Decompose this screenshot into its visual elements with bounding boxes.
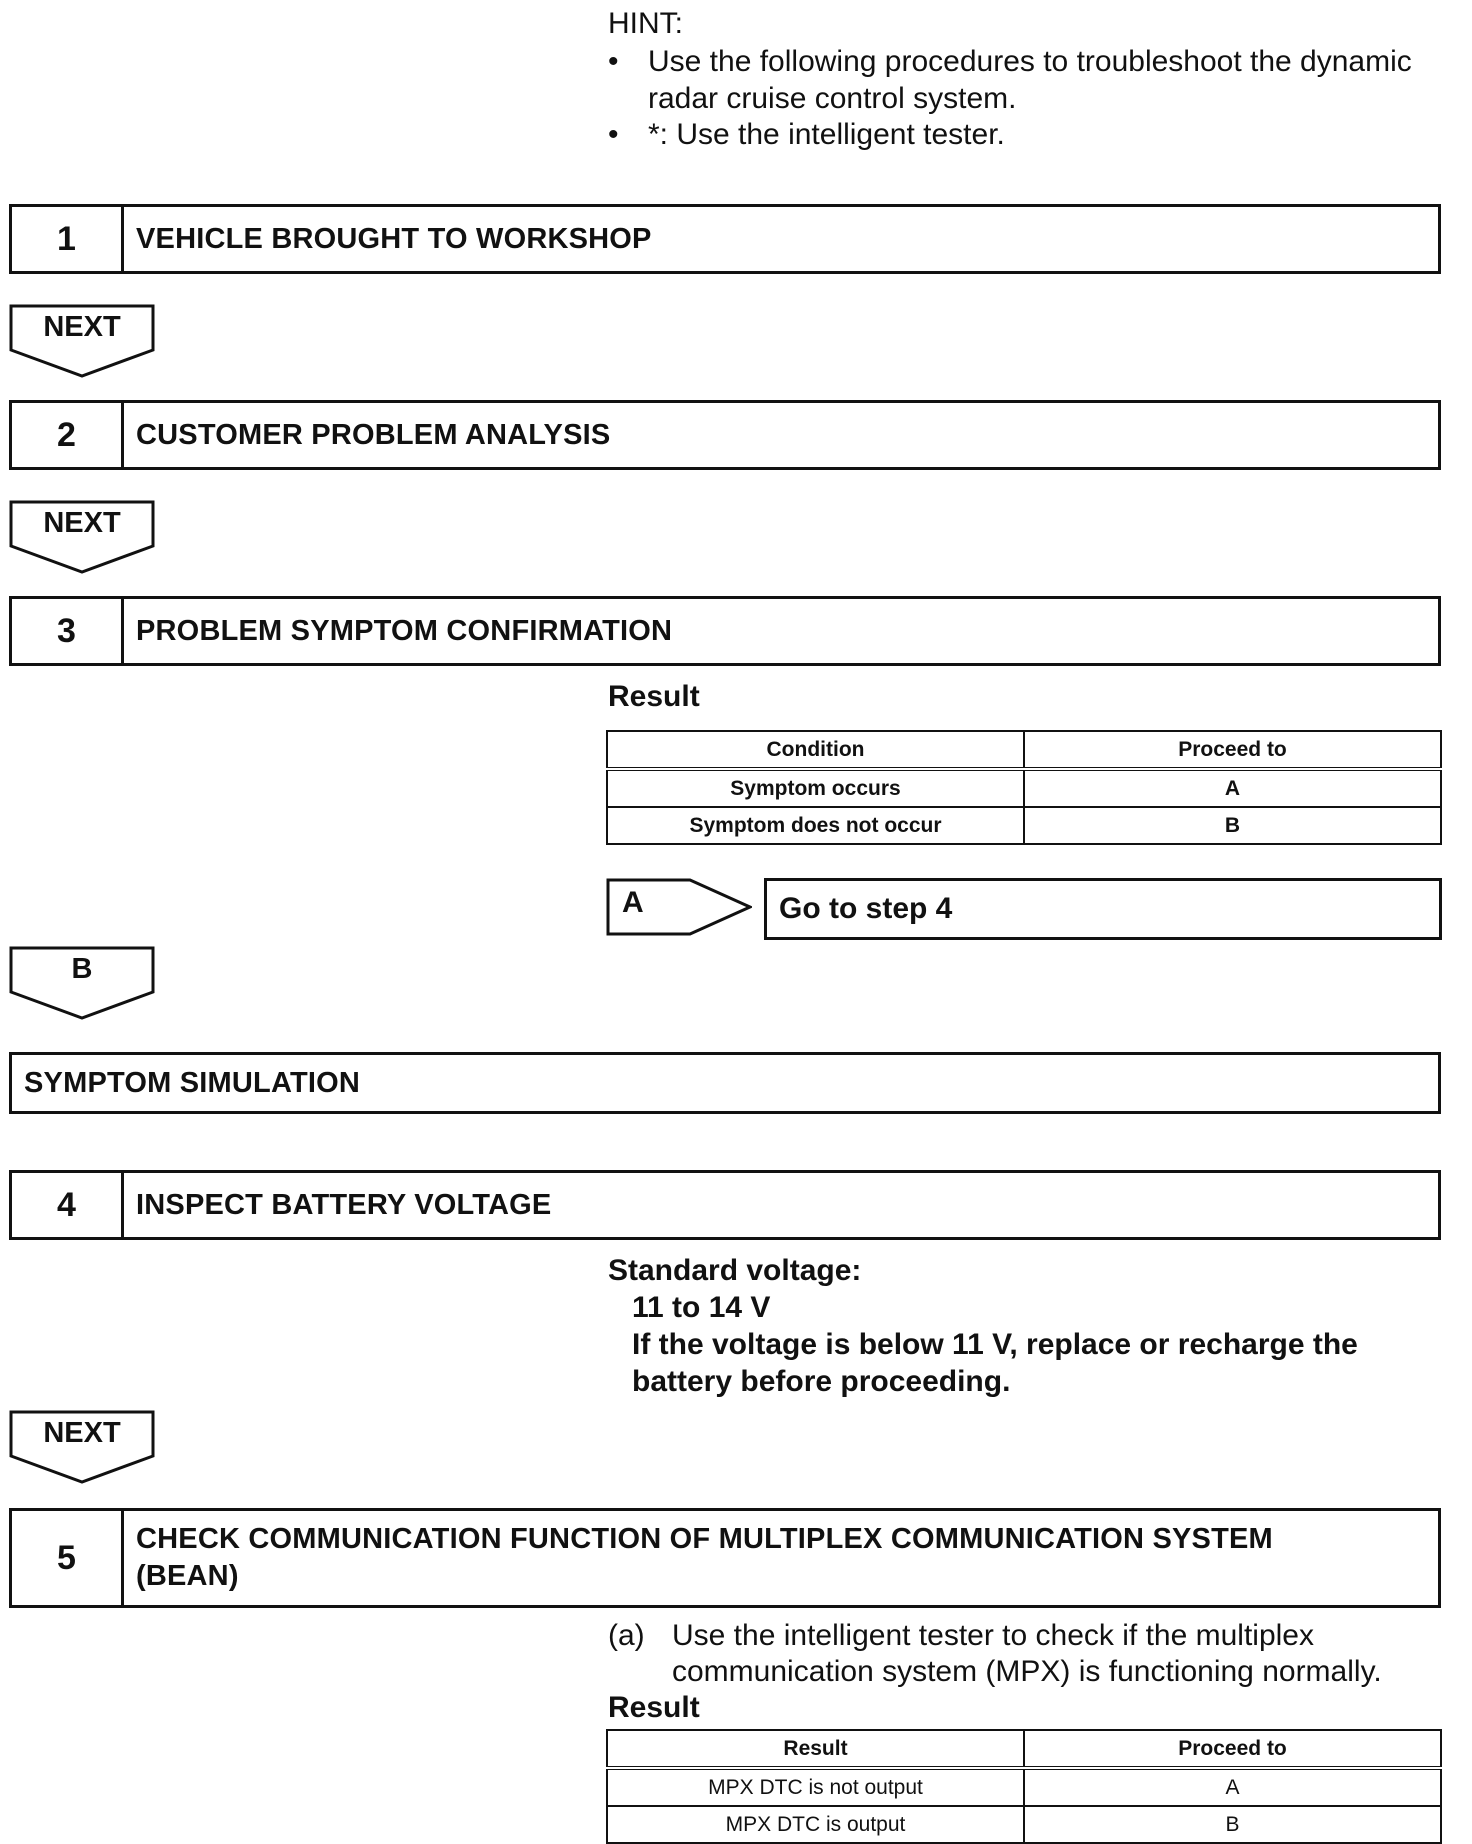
table-cell: MPX DTC is not output (607, 1768, 1024, 1806)
step-title-line-2: (BEAN) (136, 1560, 239, 1592)
next-arrow-badge (9, 500, 155, 574)
hint-bullet-2: *: Use the intelligent tester. (648, 118, 1005, 151)
next-label: NEXT (43, 311, 121, 343)
step-3-result-table (606, 730, 1442, 845)
step-number: 2 (12, 403, 124, 467)
bullet-icon: • (608, 45, 619, 78)
symptom-simulation-title: SYMPTOM SIMULATION (24, 1066, 361, 1099)
table-cell: MPX DTC is output (607, 1806, 1024, 1843)
bullet-icon: • (608, 118, 619, 151)
goto-step-4-box: Go to step 4 (764, 878, 1442, 940)
step-number: 1 (12, 207, 124, 271)
table-cell: A (1024, 1768, 1441, 1806)
sub-step-line-1: Use the intelligent tester to check if the multiplex (672, 1619, 1314, 1652)
next-arrow-badge (9, 304, 155, 378)
step-1-box (9, 204, 1441, 274)
b-label: B (71, 953, 93, 985)
step-title-line-1: CHECK COMMUNICATION FUNCTION OF MULTIPLEX COMMUNICATION SYSTEM (136, 1523, 1273, 1555)
hint-bullet-1-line-2: radar cruise control system. (648, 82, 1017, 115)
column-header: Condition (607, 731, 1024, 769)
next-label: NEXT (43, 507, 121, 539)
voltage-note-line-2: battery before proceeding. (632, 1365, 1011, 1398)
voltage-note-line-1: If the voltage is below 11 V, replace or recharge the (632, 1328, 1358, 1361)
step-number: 4 (12, 1173, 124, 1237)
a-arrow-badge (606, 878, 752, 936)
step-5-box (9, 1508, 1441, 1608)
step-2-box (9, 400, 1441, 470)
sub-step-marker: (a) (608, 1619, 645, 1652)
step-4-box (9, 1170, 1441, 1240)
table-cell: A (1024, 769, 1441, 807)
table-cell: B (1024, 807, 1441, 844)
b-arrow-badge (9, 946, 155, 1020)
table-row (607, 807, 1441, 844)
symptom-simulation-box (9, 1052, 1441, 1114)
next-label: NEXT (43, 1417, 121, 1449)
result-label: Result (608, 680, 700, 713)
step-title: CUSTOMER PROBLEM ANALYSIS (136, 418, 611, 451)
standard-voltage-label: Standard voltage: (608, 1254, 862, 1287)
column-header: Proceed to (1024, 731, 1441, 769)
sub-step-text (672, 1618, 1432, 1690)
table-row (607, 1806, 1441, 1843)
step-3-box (9, 596, 1441, 666)
column-header: Result (607, 1730, 1024, 1768)
table-cell: Symptom occurs (607, 769, 1024, 807)
next-arrow-badge (9, 1410, 155, 1484)
table-cell: B (1024, 1806, 1441, 1843)
sub-step-line-2: communication system (MPX) is functioning normally. (672, 1655, 1382, 1688)
a-label: A (622, 886, 644, 919)
step-title: PROBLEM SYMPTOM CONFIRMATION (136, 614, 673, 647)
table-row (607, 769, 1441, 807)
step-title (136, 1511, 1428, 1605)
result-label: Result (608, 1691, 700, 1724)
step-title: INSPECT BATTERY VOLTAGE (136, 1188, 552, 1221)
hint-title: HINT: (608, 7, 683, 40)
step-number: 3 (12, 599, 124, 663)
step-title: VEHICLE BROUGHT TO WORKSHOP (136, 222, 652, 255)
standard-voltage-value: 11 to 14 V (632, 1291, 771, 1324)
table-header-row (607, 731, 1441, 769)
step-5-result-table (606, 1729, 1442, 1844)
hint-bullet-1-line-1: Use the following procedures to troubleshoot the dynamic (648, 45, 1412, 78)
table-header-row (607, 1730, 1441, 1768)
step-number: 5 (12, 1511, 124, 1605)
table-cell: Symptom does not occur (607, 807, 1024, 844)
table-row (607, 1768, 1441, 1806)
column-header: Proceed to (1024, 1730, 1441, 1768)
